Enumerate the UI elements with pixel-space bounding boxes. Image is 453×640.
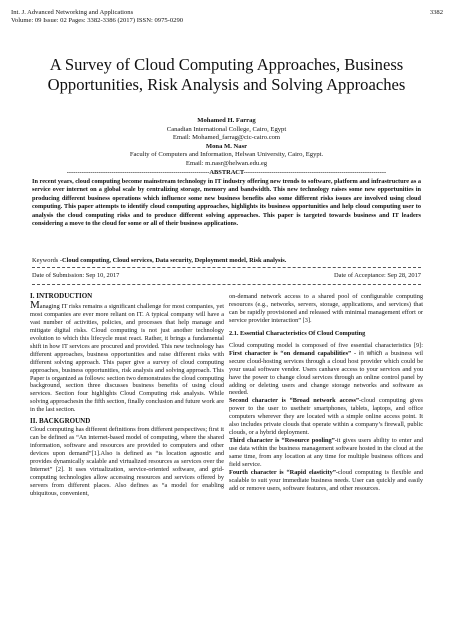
fourth-character: Fourth character is “Rapid elasticity”-cloud computing is flexible and scalable to suit your immediate business needs. User can quickly and easily add or remove users, software features, and other resources. [229,469,423,492]
fourth-character-label: Fourth character is “Rapid elasticity”- [229,469,339,477]
author1-affiliation: Canadian International College, Cairo, Egypt [166,125,287,133]
first-character-label: First character is “on demand capabilities” - [229,349,357,357]
keywords [32,257,421,265]
acceptance-date: Date of Acceptance: Sep 28, 2017 [334,272,421,279]
author-block [20,117,433,169]
journal-volume-info: Volume: 09 Issue: 02 Pages: 3382-3386 (2017) ISSN: 0975-0290 [11,17,184,25]
submission-date: Date of Submission: Sep 10, 2017 [32,272,120,279]
keywords-label: Keywords - [32,257,62,264]
divider [32,284,421,285]
second-character: Second character is “Broad network access”-cloud computing gives power to the user to usetheir smartphones, tablets, laptops, and office computers wherever they are located with a simple online access point. It also includes private clouds that operate within a company’s firewall, public clouds, or a hybrid deployment. [229,397,423,437]
right-column [229,293,423,493]
background-continued: on-demand network access to a shared pool of configurable computing resources (e.g., networks, servers, storage, applications, and services) that can be rapidly provisioned and released with minimal management effort or service provider interaction” [3]. [229,293,423,324]
background-paragraph: Cloud computing has different definitions from different perspectives; first it can be defined as “An internet-based model of computing, where the shared information, software and resources are provided to computers and other devices upon demand”[1].Also is defined as “is location agnostic and provides dynamically scalable and virtualized resources as services over the Internet” [2]. It uses virtualization, service-oriented software, and grid-computing technologies allow accessing resources and services offered by servers from different places. Also defines as “a model for enabling ubiquitous, convenient, [30,426,224,497]
paper-title: A Survey of Cloud Computing Approaches, Business Opportunities, Risk Analysis and Solving Approaches [47,55,406,94]
author1-email: Email: Mohamed_farrag@cic-cairo.com [172,134,281,142]
keywords-list: Cloud computing, Cloud services, Data security, Deployment model, Risk analysis. [62,257,287,264]
abstract-text: In recent years, cloud computing become mainstream technology in IT industry offering new trends to software, platform and infrastructure as a service over internet on a global scale by centralizing storage, memory and bandwidth. This new technology raises some new opportunities in producing different business operations which influence some new business benefits also some different risks issues are involved using cloud computing. This paper attempts to identify cloud computing approaches, highlights its business opportunities and help cloud computing user to analysis the cloud computing risks and to produce different solving approaches. This paper is targeted towards business and IT leaders considering a move to the cloud for some or all of their business applications. [32,178,421,228]
subsection-heading: 2.1. Essential Characteristics Of Cloud Computing [229,329,366,337]
section-heading-background: II. BACKGROUND [30,417,91,426]
drop-cap: M [30,298,40,311]
left-column [30,293,224,498]
divider [32,267,421,268]
third-character: Third character is “Resource pooling”-it gives users ability to enter and use data within the business management software hosted in the cloud at the same time, from any location at any time for multiple business offices and field service. [229,437,424,469]
introduction-paragraph [30,298,224,414]
journal-header [11,9,443,26]
author1-name: Mohamed H. Farrag [197,117,256,124]
third-character-label: Third character is “Resource pooling”- [229,437,337,445]
section-heading-introduction: I. INTRODUCTION [30,292,93,300]
author2-email: Email: m.nasr@helwan.edu.eg [185,159,268,167]
journal-title: Int. J. Advanced Networking and Applications [11,9,134,16]
characteristics-paragraph: Cloud computing model is composed of five essential characteristics [9]: First character is “on demand capabilities” - in which a business wil secure cloud-hosting services through a cloud host provider which could be your usual software vendor. Users canhave access to your services and you have the power to change cloud services through an online control panel by adding or deleting users and change storage networks and software as needed. [229,341,424,397]
page-number: 3382 [429,9,443,16]
author2-affiliation: Faculty of Computers and Information, Helwan University, Cairo, Egypt. [129,151,324,159]
abstract-heading: -------------------------------------------------------------------ABSTRACT------------------------------------------------------------------- [66,169,387,176]
author2-name: Mona M. Nasr [205,142,248,150]
second-character-label: Second character is “Broad network access”- [229,397,362,405]
introduction-text: anaging IT risks remains a significant challenge for most companies, yet most companies are ever more reliant on IT. A typical company will have a vast number of activities, policies, and processes that help manage and mitigate digital risks. Cloud computing is not just another technology evolution to which this lifecycle must react. Rather, it brings a fundamental shift in how IT services are procured and provided. This new technology has different approaches, business opportunities and raise different risks with different solving approach. This paper give a survey of cloud computing approaches, business opportunities, risk analysis and solving approach. This Paper is organized as follows: section two demonstrates the cloud computing background, section three discusses business benefits of using cloud services. Section four highlights Cloud Computing risk analysis. While solving approachesin the fifth section, finally conclusion and future work are in the last section. [30,302,224,414]
dates-row [32,272,421,280]
